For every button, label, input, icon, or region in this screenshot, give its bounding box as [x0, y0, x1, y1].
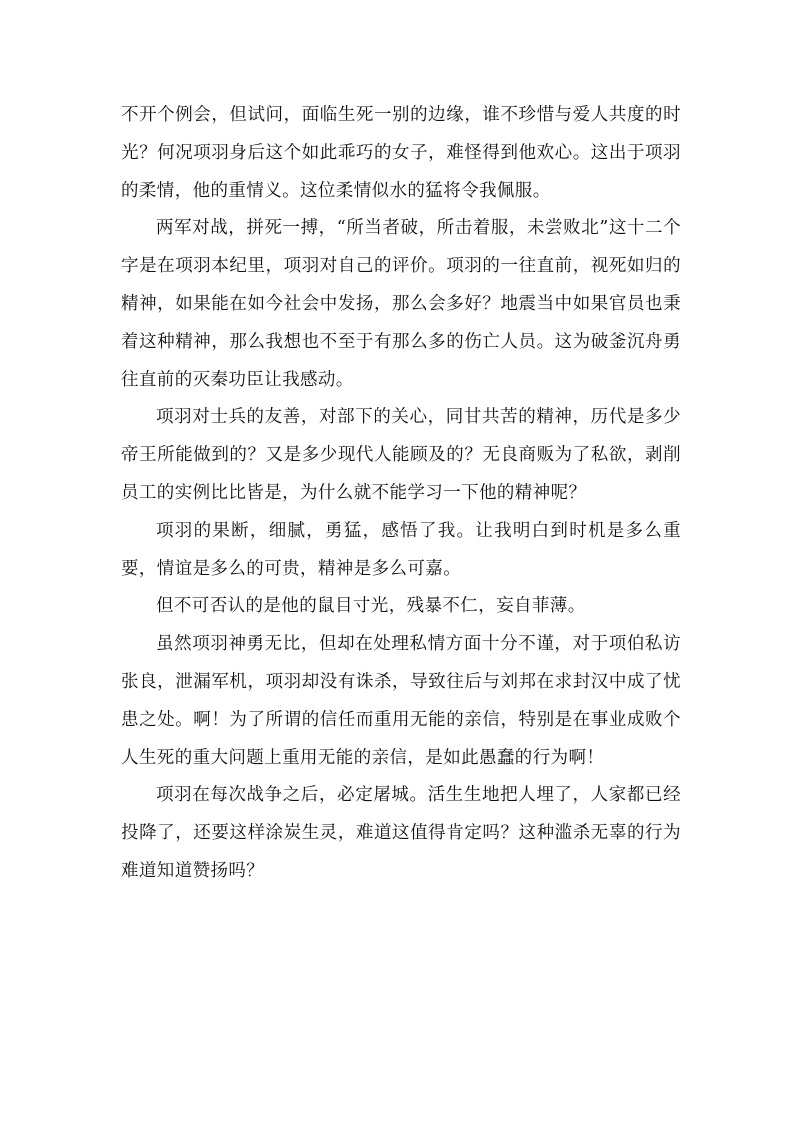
document-body [121, 97, 681, 891]
paragraph: 项羽在每次战争之后，必定屠城。活生生地把人埋了，人家都已经投降了，还要这样涂炭生灵，难道这值得肯定吗？这种滥杀无辜的行为难道知道赞扬吗？ [121, 785, 681, 881]
paragraph: 但不可否认的是他的鼠目寸光，残暴不仁，妄自菲薄。 [156, 596, 586, 617]
paragraph: 项羽对士兵的友善，对部下的关心，同甘共苦的精神，历代是多少帝王所能做到的？又是多少现代人能顾及的？无良商贩为了私欲，剥削员工的实例比比皆是，为什么就不能学习一下他的精神呢？ [121, 407, 681, 503]
paragraph-continued: 不开个例会，但试问，面临生死一别的边缘，谁不珍惜与爱人共度的时光？何况项羽身后这个如此乖巧的女子，难怪得到他欢心。这出于项羽的柔情，他的重情义。这位柔情似水的猛将令我佩服。 [121, 105, 681, 201]
paragraph: 项羽的果断，细腻，勇猛，感悟了我。让我明白到时机是多么重要，情谊是多么的可贵，精神是多么可嘉。 [121, 520, 681, 579]
paragraph: 两军对战，拼死一搏，“所当者破，所击着服，未尝败北”这十二个字是在项羽本纪里，项羽对自己的评价。项羽的一往直前，视死如归的精神，如果能在如今社会中发扬，那么会多好？地震当中如果官员也秉着这种精神，那么我想也不至于有那么多的伤亡人员。这为破釜沉舟勇往直前的灭秦功臣让我感动。 [121, 218, 681, 390]
paragraph: 虽然项羽神勇无比，但却在处理私情方面十分不谨，对于项伯私访张良，泄漏军机，项羽却没有诛杀，导致往后与刘邦在求封汉中成了忧患之处。啊！为了所谓的信任而重用无能的亲信，特别是在事业成败个人生死的重大问题上重用无能的亲信，是如此愚蠢的行为啊！ [121, 634, 681, 768]
